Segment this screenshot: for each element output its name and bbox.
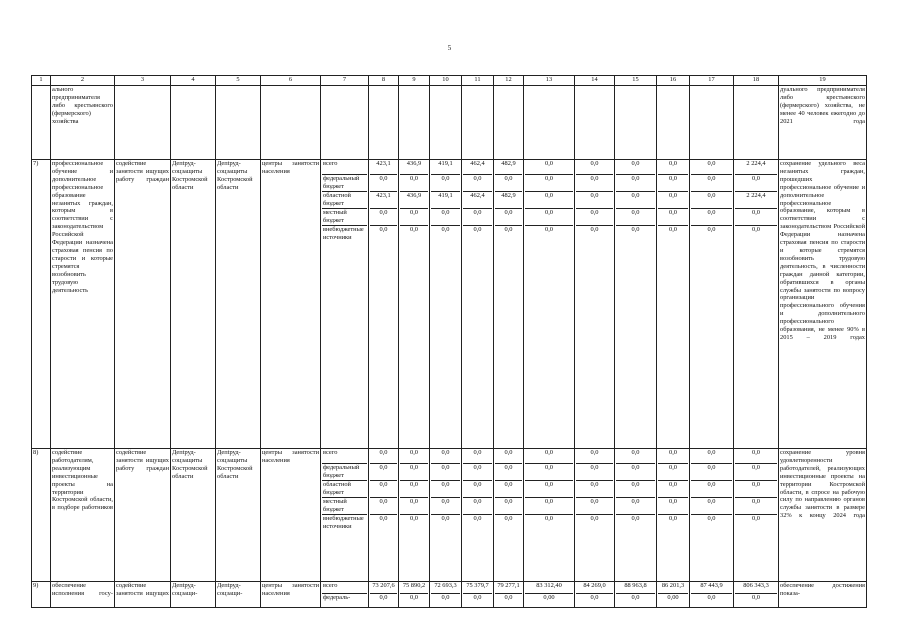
values-list: [463, 449, 492, 540]
values-list: [691, 582, 732, 607]
value: 0,0: [735, 593, 777, 607]
value: 0,0: [576, 497, 613, 514]
value: 0,0: [400, 593, 428, 607]
result-cell: дуального предпринимателя либо крестьянского (фермерского) хозяйства, не менее 40 человек ежегодно до 2021 года: [779, 86, 867, 160]
source-label: всего: [323, 449, 338, 456]
value: 0,0: [576, 225, 613, 251]
purpose-cell: содействие занятости ищущих работу граждан: [115, 449, 171, 582]
value: 83 312,40: [536, 582, 562, 589]
column-number: 1: [32, 76, 51, 86]
value-cell: [524, 160, 575, 449]
empty-cell: [734, 86, 779, 160]
column-number: 18: [734, 76, 779, 86]
values-list: [658, 449, 688, 540]
value: 75 379,7: [466, 582, 489, 589]
value: 482,9: [495, 191, 522, 208]
values-list: [616, 582, 655, 607]
empty-cell: [32, 86, 51, 160]
value: 79 277,1: [497, 582, 520, 589]
empty-cell: [261, 86, 321, 160]
value: 0,0: [400, 225, 428, 251]
value: 436,9: [400, 191, 428, 208]
value: 73 207,6: [372, 582, 395, 589]
table-row: [32, 160, 867, 449]
empty-cell: [690, 86, 734, 160]
total-cell: [734, 582, 779, 608]
values-list: [495, 449, 522, 540]
participants-cell: центры занятости населения: [261, 582, 321, 608]
value: 0,0: [590, 160, 599, 167]
value-cell: [524, 582, 575, 608]
value: 0,0: [495, 225, 522, 251]
value: 0,0: [525, 225, 573, 251]
value-cell: [657, 582, 690, 608]
value: 0,0: [616, 174, 655, 191]
result-cell: сохранение удельного веса незанятых граждан, прошедших профессиональное обучение и дополнительное профессиональное образование, которым в соответствии с законодательством Российской Федерации назначена страховая пенсия по старости и которые стремятся возобновить трудовую деятельность, в численности граждан данной категории, обратившихся в органы службы занятости по вопросу организации профессионального обучения и дополнительного профессионального образования, не менее 90% в 2015 – 2019 годах: [779, 160, 867, 449]
column-number: 9: [399, 76, 430, 86]
value: 0,0: [658, 463, 688, 480]
column-number: 13: [524, 76, 575, 86]
values-list: [495, 160, 522, 251]
values-list: [400, 160, 428, 251]
value: 0,0: [400, 208, 428, 225]
purpose-cell: содействие занятости ищущих: [115, 582, 171, 608]
values-list: [431, 449, 460, 540]
source-label: федеральный бюджет: [322, 463, 367, 480]
empty-cell: [115, 86, 171, 160]
value-cell: [399, 582, 430, 608]
value: 0,0: [431, 463, 460, 480]
value: 0,0: [658, 191, 688, 208]
value-cell: [524, 449, 575, 582]
value: 0,0: [735, 497, 777, 514]
value: 0,0: [431, 480, 460, 497]
values-list: [735, 582, 777, 607]
value: 0,0: [463, 463, 492, 480]
sources-list: [322, 449, 367, 540]
value: 75 890,2: [402, 582, 426, 589]
values-list: [400, 449, 428, 540]
empty-cell: [524, 86, 575, 160]
value: 0,0: [463, 225, 492, 251]
value: 0,0: [616, 225, 655, 251]
value: 0,0: [463, 208, 492, 225]
value: 0,0: [463, 174, 492, 191]
value-cell: [690, 582, 734, 608]
sources-list: [322, 582, 367, 607]
table-row: [32, 449, 867, 582]
value: 0,0: [495, 463, 522, 480]
value: 0,0: [691, 208, 732, 225]
value-cell: [690, 449, 734, 582]
empty-cell: [462, 86, 494, 160]
value: 0,0: [616, 514, 655, 540]
value: 0,0: [431, 497, 460, 514]
value: 0,0: [735, 463, 777, 480]
value: 0,0: [463, 480, 492, 497]
value: 0,0: [752, 449, 760, 456]
value: 0,0: [441, 449, 450, 456]
participants-cell: центры занятости населения: [261, 449, 321, 582]
value: 0,0: [735, 208, 777, 225]
responsible-cell: Депtруд-соцзащиты Костромской области: [171, 160, 216, 449]
value: 482,9: [501, 160, 516, 167]
value: 0,0: [691, 463, 732, 480]
column-number: 12: [494, 76, 524, 86]
value: 419,1: [431, 191, 460, 208]
event-name-cell: профессиональное обучение и дополнительное профессиональное образование незанятых граждан, которым в соответствии с законодательством Российской Федерации назначена страховая пенсия по старости и которые стремятся возобновить трудовую деятельность: [51, 160, 115, 449]
empty-cell: [430, 86, 462, 160]
values-list: [495, 582, 522, 607]
value: 0,0: [735, 174, 777, 191]
value-cell: [657, 160, 690, 449]
value: 462,4: [470, 160, 485, 167]
value: 0,0: [631, 449, 640, 456]
empty-cell: [321, 86, 369, 160]
value-cell: [462, 449, 494, 582]
value: 0,0: [658, 497, 688, 514]
column-number: 4: [171, 76, 216, 86]
values-list: [576, 582, 613, 607]
value: 0,0: [576, 514, 613, 540]
purpose-cell: содействие занятости ищущих работу граждан: [115, 160, 171, 449]
empty-cell: [494, 86, 524, 160]
value-cell: [494, 449, 524, 582]
value: 419,1: [438, 160, 453, 167]
column-number: 10: [430, 76, 462, 86]
value: 462,4: [463, 191, 492, 208]
value-cell: [369, 160, 399, 449]
source-label: внебюджетные источники: [322, 225, 367, 251]
value: 87 443,9: [700, 582, 723, 589]
value: 0,0: [400, 463, 428, 480]
column-number: 2: [51, 76, 115, 86]
value: 0,0: [400, 480, 428, 497]
value: 0,0: [616, 191, 655, 208]
value: 0,0: [691, 191, 732, 208]
value-cell: [369, 449, 399, 582]
column-number: 3: [115, 76, 171, 86]
value: 0,0: [576, 208, 613, 225]
values-list: [576, 160, 613, 251]
source-label: всего: [323, 160, 338, 167]
source-label: местный бюджет: [322, 497, 367, 514]
continuation-row: [32, 86, 867, 160]
value: 0,0: [504, 449, 513, 456]
row-number: 8): [32, 449, 51, 582]
value-cell: [462, 160, 494, 449]
value: 0,0: [525, 463, 573, 480]
value-cell: [430, 160, 462, 449]
value-cell: [575, 582, 615, 608]
value-cell: [690, 160, 734, 449]
value: 0,0: [495, 208, 522, 225]
value: 0,0: [669, 449, 677, 456]
value: 72 693,3: [434, 582, 457, 589]
value: 0,0: [691, 225, 732, 251]
values-list: [370, 449, 397, 540]
value: 0,0: [495, 174, 522, 191]
source-label: областной бюджет: [322, 480, 367, 497]
value-cell: [399, 449, 430, 582]
event-name-cell: содействие работодателям, реализующим инвестиционные проекты на территории Костромской области, в подборе работников: [51, 449, 115, 582]
value: 0,0: [691, 497, 732, 514]
value: 0,0: [691, 514, 732, 540]
column-number: 19: [779, 76, 867, 86]
values-list: [525, 160, 573, 251]
sources-cell: [321, 449, 369, 582]
result-cell: обеспечение достижения показа-: [779, 582, 867, 608]
values-list: [616, 449, 655, 540]
values-list: [525, 449, 573, 540]
value: 0,00: [525, 593, 573, 607]
coexecutor-cell: Депtруд-соцзащиты Костромской области: [216, 160, 261, 449]
value: 0,0: [370, 208, 397, 225]
value: 0,0: [525, 497, 573, 514]
value: 0,0: [525, 514, 573, 540]
empty-cell: [369, 86, 399, 160]
values-list: [691, 160, 732, 251]
value: 0,0: [495, 480, 522, 497]
empty-cell: [216, 86, 261, 160]
value: 806 343,3: [743, 582, 769, 589]
table-row: [32, 582, 867, 608]
empty-cell: [575, 86, 615, 160]
values-list: [400, 582, 428, 607]
responsible-cell: Депtруд-соцзащиты Костромской области: [171, 449, 216, 582]
column-number: 5: [216, 76, 261, 86]
row-number: 7): [32, 160, 51, 449]
value-cell: [615, 582, 657, 608]
value: 0,0: [669, 160, 677, 167]
column-number: 17: [690, 76, 734, 86]
column-number: 16: [657, 76, 690, 86]
source-label: местный бюджет: [322, 208, 367, 225]
value-cell: [575, 449, 615, 582]
value: 0,0: [431, 514, 460, 540]
value: 0,0: [616, 480, 655, 497]
total-cell: [734, 449, 779, 582]
value: 0,0: [658, 480, 688, 497]
value-cell: [615, 160, 657, 449]
value: 0,0: [495, 514, 522, 540]
sources-cell: [321, 160, 369, 449]
participants-cell: центры занятости населения: [261, 160, 321, 449]
value: 0,0: [691, 480, 732, 497]
value: 2 224,4: [746, 160, 766, 167]
value: 0,0: [658, 514, 688, 540]
value: 86 201,3: [661, 582, 685, 589]
value-cell: [430, 449, 462, 582]
value: 0,0: [463, 593, 492, 607]
values-list: [658, 160, 688, 251]
source-label: областной бюджет: [322, 191, 367, 208]
column-number: 11: [462, 76, 494, 86]
value-cell: [399, 160, 430, 449]
value: 0,0: [370, 514, 397, 540]
value: 0,0: [400, 514, 428, 540]
value: 0,0: [691, 174, 732, 191]
value: 0,0: [691, 593, 732, 607]
values-list: [658, 582, 688, 607]
value: 0,0: [525, 191, 573, 208]
value: 0,0: [431, 225, 460, 251]
value: 0,0: [576, 191, 613, 208]
value-cell: [494, 582, 524, 608]
values-list: [431, 582, 460, 607]
source-label: федеральный бюджет: [322, 174, 367, 191]
column-number: 7: [321, 76, 369, 86]
value: 0,0: [495, 497, 522, 514]
column-number: 6: [261, 76, 321, 86]
value: 0,0: [616, 208, 655, 225]
value: 0,0: [379, 449, 388, 456]
value-cell: [430, 582, 462, 608]
value: 0,0: [658, 225, 688, 251]
values-list: [525, 582, 573, 607]
value: 2 224,4: [735, 191, 777, 208]
value: 0,0: [431, 593, 460, 607]
value-cell: [462, 582, 494, 608]
event-name-cell: ального предпринимателя либо крестьянского (фермерского) хозяйства: [51, 86, 115, 160]
values-list: [691, 449, 732, 540]
value: 0,0: [576, 593, 613, 607]
value: 0,0: [431, 174, 460, 191]
source-label: федераль-: [322, 593, 367, 607]
value: 0,0: [370, 497, 397, 514]
value: 0,0: [616, 463, 655, 480]
value: 0,0: [576, 463, 613, 480]
value: 0,0: [525, 174, 573, 191]
row-number: 9): [32, 582, 51, 608]
page-number: 5: [447, 44, 452, 52]
program-table: [31, 75, 867, 608]
header-row: [32, 76, 867, 86]
value: 0,0: [431, 208, 460, 225]
value: 0,0: [545, 449, 553, 456]
coexecutor-cell: Депtруд-соцзащи-: [216, 582, 261, 608]
values-list: [616, 160, 655, 251]
value: 423,1: [370, 191, 397, 208]
values-list: [735, 160, 777, 251]
value: 84 269,0: [583, 582, 606, 589]
responsible-cell: Депtруд-соцзащи-: [171, 582, 216, 608]
value: 0,0: [473, 449, 482, 456]
coexecutor-cell: Депtруд-соцзащиты Костромской области: [216, 449, 261, 582]
value: 0,0: [400, 174, 428, 191]
empty-cell: [171, 86, 216, 160]
sources-cell: [321, 582, 369, 608]
source-label: внебюджетные источники: [322, 514, 367, 540]
value: 0,0: [707, 449, 716, 456]
value: 0,0: [616, 593, 655, 607]
value-cell: [615, 449, 657, 582]
value-cell: [575, 160, 615, 449]
column-number: 15: [615, 76, 657, 86]
values-list: [370, 160, 397, 251]
value: 423,1: [376, 160, 391, 167]
total-cell: [734, 160, 779, 449]
empty-cell: [657, 86, 690, 160]
value: 0,0: [545, 160, 553, 167]
value: 0,0: [370, 593, 397, 607]
value: 0,0: [631, 160, 640, 167]
empty-cell: [399, 86, 430, 160]
value: 0,0: [707, 160, 716, 167]
value: 0,0: [658, 174, 688, 191]
column-number: 14: [575, 76, 615, 86]
value-cell: [494, 160, 524, 449]
value: 0,00: [658, 593, 688, 607]
value: 0,0: [463, 514, 492, 540]
values-list: [370, 582, 397, 607]
column-number: 8: [369, 76, 399, 86]
value: 0,0: [410, 449, 418, 456]
value: 0,0: [370, 174, 397, 191]
value: 0,0: [576, 174, 613, 191]
values-list: [576, 449, 613, 540]
value: 0,0: [525, 480, 573, 497]
value: 0,0: [735, 225, 777, 251]
value: 0,0: [735, 514, 777, 540]
value: 0,0: [370, 480, 397, 497]
result-cell: сохранение уровня удовлетворенности работодателей, реализующих инвестиционные проекты на территории Костромской области, в спросе на рабочую силу по направлению органов службы занятости в размере 32% к концу 2024 года: [779, 449, 867, 582]
value: 0,0: [590, 449, 599, 456]
value: 0,0: [495, 593, 522, 607]
value: 0,0: [400, 497, 428, 514]
value: 436,9: [406, 160, 422, 167]
values-list: [463, 160, 492, 251]
value: 0,0: [616, 497, 655, 514]
value: 88 963,8: [624, 582, 647, 589]
sources-list: [322, 160, 367, 251]
value: 0,0: [370, 463, 397, 480]
value: 0,0: [735, 480, 777, 497]
value-cell: [369, 582, 399, 608]
values-list: [431, 160, 460, 251]
value: 0,0: [525, 208, 573, 225]
value: 0,0: [463, 497, 492, 514]
empty-cell: [615, 86, 657, 160]
value-cell: [657, 449, 690, 582]
event-name-cell: обеспечение исполнения госу-: [51, 582, 115, 608]
values-list: [463, 582, 492, 607]
source-label: всего: [323, 582, 338, 589]
values-list: [735, 449, 777, 540]
value: 0,0: [370, 225, 397, 251]
value: 0,0: [576, 480, 613, 497]
value: 0,0: [658, 208, 688, 225]
